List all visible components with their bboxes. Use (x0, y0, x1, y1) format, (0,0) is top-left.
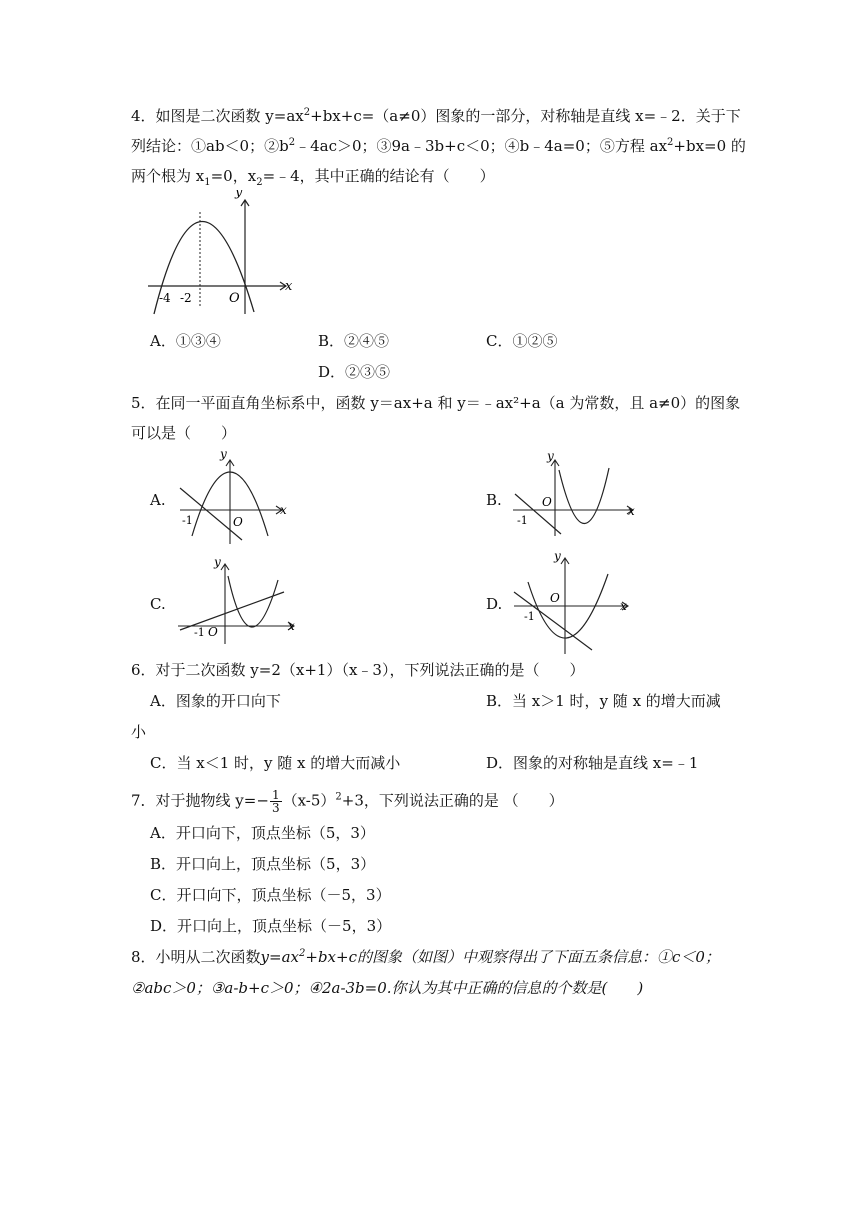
q4-stem-line1: 4．如图是二次函数 $y=ax^2+bx+c=(a\ne 0)$图象的一部分，对称轴是直线 x=﹣2．关于下 (131, 107, 741, 125)
tick-label-m1: -1 (524, 610, 535, 623)
q5-option-b-graph (505, 448, 640, 542)
y-label: y (235, 190, 243, 200)
q4-stem-line2: 列结论：①ab＜0；$②b^2﹣4ac>0$；③9a﹣3b+c＜0；④b﹣4a=0；⑤方程 $ax^2+bx=0$ 的 (131, 137, 746, 155)
q7-option-b: B．开口向上，顶点坐标（5，3） (150, 855, 376, 873)
q7-option-d: D．开口向上，顶点坐标（－5，3） (150, 917, 392, 935)
parabola-curve (559, 468, 609, 524)
q8-stem-line2: ②abc＞0；③a-b+c＞0；④2a-3b=0.你认为其中正确的信息的个数是( ) (131, 979, 644, 997)
q5-stem-line1: 5．在同一平面直角坐标系中，函数 y＝ax+a 和 y＝﹣ax²+a（a 为常数，且 a≠0）的图象 (131, 394, 741, 412)
q4-option-c: C．①②⑤ (486, 332, 558, 350)
q4-parabola-graph (140, 190, 300, 324)
q5b-svg (505, 448, 640, 538)
q6-option-b-continued: 小 (131, 723, 147, 741)
q4-graph-svg (140, 190, 300, 320)
q6-option-a: A．图象的开口向下 (150, 692, 281, 710)
q5-option-a-label: A. (150, 491, 166, 509)
q5-stem-line2: 可以是（ ） (131, 424, 237, 442)
tick-label-m4: -4 (159, 291, 171, 305)
q5a-svg (170, 448, 295, 548)
origin-label: O (229, 291, 240, 306)
q5-option-b-label: B. (486, 491, 502, 509)
q4-option-b: B．②④⑤ (318, 332, 390, 350)
y-label: y (547, 449, 554, 463)
q5-option-d-graph (508, 548, 638, 662)
q5c-svg (172, 552, 302, 647)
parabola-curve (228, 576, 278, 627)
q5-option-c-graph (172, 552, 302, 651)
x-label: x (628, 504, 635, 518)
q7-stem: 7．对于抛物线 y=− $\frac{1}{3}$ $(x-5)^2+3$，下列说法正确的是 （ ） (131, 788, 564, 815)
x-label: x (285, 279, 293, 294)
q4-stem-line3: 两个根为 $x_1=0$，$x_2=﹣4$，其中正确的结论有（ ） (131, 167, 495, 188)
y-label: y (220, 448, 227, 461)
origin-label: O (542, 495, 552, 509)
q6-option-b: B．当 x＞1 时，y 随 x 的增大而减 (486, 692, 721, 710)
q5d-svg (508, 548, 638, 658)
linear-line (180, 592, 284, 630)
x-label: x (288, 619, 295, 633)
tick-label-m1: -1 (182, 514, 193, 527)
y-label: y (214, 555, 221, 569)
x-label: x (620, 599, 627, 613)
tick-label-m1: -1 (194, 626, 205, 639)
q5-option-d-label: D. (486, 595, 503, 613)
tick-label-m2: -2 (180, 291, 192, 305)
q4-option-d: D．②③⑤ (318, 363, 391, 381)
q5-option-a-graph (170, 448, 295, 552)
q7-option-c: C．开口向下，顶点坐标（－5，3） (150, 886, 391, 904)
q6-option-d: D．图象的对称轴是直线 x=﹣1 (486, 754, 699, 772)
q5-option-c-label: C. (150, 595, 166, 613)
q6-option-c: C．当 x＜1 时，y 随 x 的增大而减小 (150, 754, 401, 772)
q4-option-a: A．①③④ (150, 332, 221, 350)
y-label: y (554, 549, 561, 563)
tick-label-m1: -1 (517, 514, 528, 527)
origin-label: O (233, 515, 243, 529)
q6-stem: 6．对于二次函数 y=2（x+1）（x﹣3），下列说法正确的是（ ） (131, 661, 585, 679)
q8-stem-line1: 8．小明从二次函数$y=ax^2+bx+c$的图象（如图）中观察得出了下面五条信息：①c＜0； (131, 948, 720, 966)
origin-label: O (550, 591, 560, 605)
x-label: x (280, 503, 287, 517)
q7-option-a: A．开口向下，顶点坐标（5，3） (150, 824, 375, 842)
origin-label: O (208, 625, 218, 639)
q7-fraction: $\frac{1}{3}$ (271, 788, 280, 815)
